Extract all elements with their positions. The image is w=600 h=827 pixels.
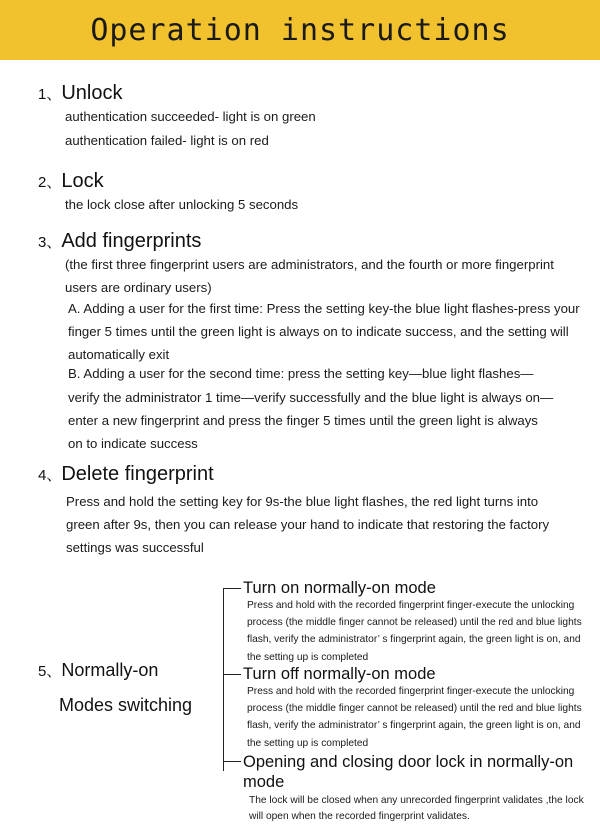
section-4-line-2: green after 9s, then you can release your hand to indicate that restoring the factory bbox=[66, 517, 550, 532]
section-3-line-4: finger 5 times until the green light is always on to indicate success, and the setting will bbox=[68, 324, 569, 339]
mode-3-line-2: will open when the recorded fingerprint validates. bbox=[249, 811, 470, 822]
section-5-title-line-1: Normally-on bbox=[61, 660, 159, 680]
section-3-line-8: enter a new fingerprint and press the finger 5 times until the green light is always bbox=[68, 413, 538, 428]
section-4-line-3: settings was successful bbox=[66, 540, 204, 555]
section-5-number: 5、 bbox=[38, 663, 62, 680]
section-2-heading bbox=[38, 170, 104, 193]
section-4-heading bbox=[38, 463, 214, 486]
section-3-line-5: automatically exit bbox=[68, 347, 170, 362]
section-5-title-line-2: Modes switching bbox=[59, 695, 193, 715]
mode-2-line-2: process (the middle finger cannot be released) until the red and blue lights bbox=[247, 703, 582, 714]
mode-1-line-4: the setting up is completed bbox=[247, 652, 369, 663]
section-3-number: 3、 bbox=[38, 234, 62, 251]
section-2-line-1: the lock close after unlocking 5 seconds bbox=[65, 197, 299, 212]
section-1-line-2: authentication failed- light is on red bbox=[65, 133, 269, 148]
section-3-heading bbox=[38, 230, 201, 253]
section-1-title: Unlock bbox=[61, 82, 123, 104]
section-5-heading bbox=[38, 660, 158, 681]
mode-2-line-1: Press and hold with the recorded fingerprint finger-execute the unlocking bbox=[247, 686, 575, 697]
section-4-line-1: Press and hold the setting key for 9s-the blue light flashes, the red light turns into bbox=[66, 494, 539, 509]
mode-1-line-2: process (the middle finger cannot be released) until the red and blue lights bbox=[247, 617, 582, 628]
section-3-line-9: on to indicate success bbox=[68, 436, 198, 451]
page-title: Operation instructions bbox=[90, 12, 510, 48]
mode-2-title: Turn off normally-on mode bbox=[243, 665, 436, 683]
mode-1-title: Turn on normally-on mode bbox=[243, 579, 436, 597]
bracket-vertical bbox=[223, 588, 224, 771]
section-3-title: Add fingerprints bbox=[61, 230, 202, 252]
section-1-line-1: authentication succeeded- light is on green bbox=[65, 109, 316, 124]
bracket-tick-3 bbox=[223, 761, 241, 762]
section-4-number: 4、 bbox=[38, 467, 62, 484]
section-3-line-1: (the first three fingerprint users are administrators, and the fourth or more fingerprint bbox=[65, 257, 554, 272]
section-3-line-7: verify the administrator 1 time—verify successfully and the blue light is always on— bbox=[68, 390, 554, 405]
mode-2-line-4: the setting up is completed bbox=[247, 738, 369, 749]
mode-3-line-1: The lock will be closed when any unrecorded fingerprint validates ,the lock bbox=[249, 795, 584, 806]
section-3-line-3: A. Adding a user for the first time: Press the setting key-the blue light flashes-press your bbox=[68, 301, 580, 316]
bracket-tick-2 bbox=[223, 674, 241, 675]
header-banner bbox=[0, 0, 600, 60]
bracket-tick-1 bbox=[223, 588, 241, 589]
section-4-title: Delete fingerprint bbox=[61, 463, 214, 485]
mode-1-line-3: flash, verify the administrator’ s fingerprint again, the green light is on, and bbox=[247, 634, 581, 645]
section-1-number: 1、 bbox=[38, 86, 62, 103]
section-3-line-6: B. Adding a user for the second time: press the setting key—blue light flashes— bbox=[68, 366, 534, 381]
section-3-line-2: users are ordinary users) bbox=[65, 280, 212, 295]
section-1-heading bbox=[38, 82, 122, 105]
mode-2-line-3: flash, verify the administrator’ s fingerprint again, the green light is on, and bbox=[247, 720, 581, 731]
mode-3-title-line-1: Opening and closing door lock in normally-on bbox=[243, 753, 574, 771]
section-2-title: Lock bbox=[61, 170, 104, 192]
section-2-number: 2、 bbox=[38, 174, 62, 191]
mode-1-line-1: Press and hold with the recorded fingerprint finger-execute the unlocking bbox=[247, 600, 575, 611]
mode-3-title-line-2: mode bbox=[243, 773, 285, 791]
